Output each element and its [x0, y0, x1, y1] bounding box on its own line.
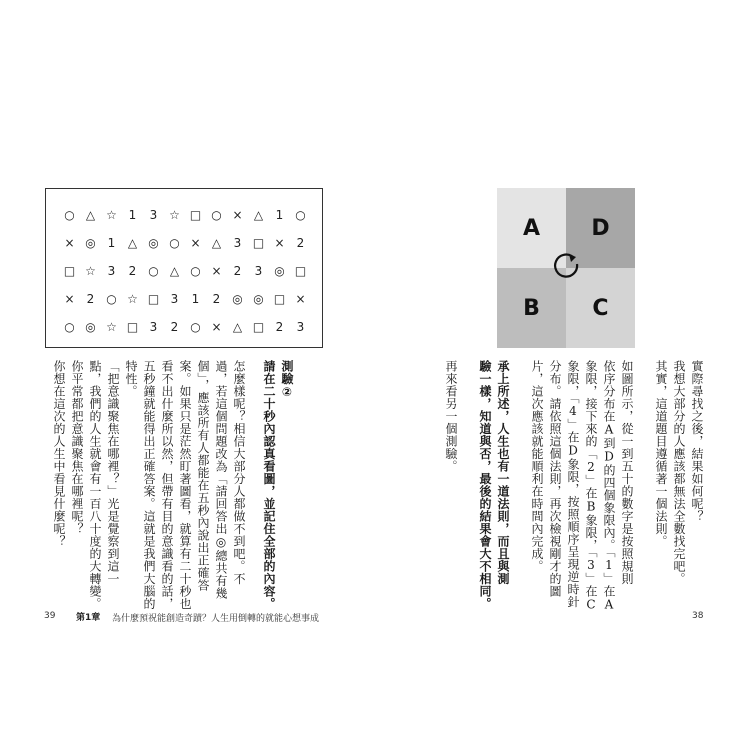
right-page-number: 38 [692, 611, 704, 621]
grid-symbol: 3 [170, 292, 179, 306]
text-column: 案。如果只是茫然盯著圖看，就算有二十秒也 [178, 360, 192, 610]
quadrant-a-label: A [522, 215, 541, 241]
grid-symbol: ○ [64, 208, 75, 222]
grid-row [60, 261, 310, 281]
grid-symbol: 3 [149, 208, 158, 222]
grid-symbol: ◎ [232, 292, 243, 306]
text-column: 看不出什麼所以然，但帶有目的意識看的話， [160, 360, 174, 610]
text-column: 你想在這次的人生中看見什麼呢？ [52, 360, 66, 548]
grid-row [60, 233, 310, 253]
chapter-title: 為什麼預祝能創造奇蹟？人生用倒轉的就能心想事成 [112, 614, 320, 624]
quadrant-b-label: B [523, 295, 540, 321]
grid-symbol: ◎ [253, 292, 264, 306]
grid-symbol: ☆ [85, 264, 96, 278]
grid-symbol: ○ [64, 320, 75, 334]
text-column: 「把意識聚焦在哪裡？」光是覺察到這一 [106, 360, 120, 585]
grid-symbol: 1 [191, 292, 200, 306]
quadrant-d-label: D [591, 215, 610, 241]
grid-symbol: □ [252, 320, 265, 334]
grid-symbol: ○ [169, 236, 180, 250]
left-page-number: 39 [44, 611, 56, 621]
text-column: 特性。 [124, 360, 138, 398]
grid-symbol: ◎ [85, 320, 96, 334]
quadrant-c-label: C [592, 295, 609, 321]
grid-row [60, 317, 310, 337]
grid-symbol: ○ [211, 208, 222, 222]
grid-symbol: 2 [128, 264, 137, 278]
grid-symbol: □ [63, 264, 76, 278]
text-column: 片，這次應該就能順利在時間內完成。 [530, 360, 544, 573]
grid-symbol: ☆ [169, 208, 180, 222]
grid-symbol: □ [252, 236, 265, 250]
text-column: 我想大部分的人應該都無法全數找完吧。 [672, 360, 686, 585]
grid-symbol: ○ [148, 264, 159, 278]
text-column: 點，我們的人生就會有一百八十度的大轉變。 [88, 360, 102, 610]
grid-symbol: 2 [296, 236, 305, 250]
grid-symbol: □ [189, 208, 202, 222]
grid-symbol: △ [232, 320, 243, 334]
grid-symbol: ○ [190, 320, 201, 334]
text-column: 五秒鐘就能得出正確答案。這就是我們大腦的 [142, 360, 156, 610]
grid-symbol: 1 [128, 208, 137, 222]
grid-symbol: × [211, 320, 222, 334]
grid-symbol: △ [253, 208, 264, 222]
grid-symbol: 3 [233, 236, 242, 250]
grid-symbol: 2 [275, 320, 284, 334]
grid-symbol: □ [147, 292, 160, 306]
grid-symbol: 3 [107, 264, 116, 278]
section-heading: 測驗② [280, 360, 294, 400]
text-column: 再來看另一個測驗。 [444, 360, 458, 473]
text-column: 你平常都把意識聚焦在哪裡呢？ [70, 360, 84, 535]
grid-symbol: ○ [190, 264, 201, 278]
text-column: 如圖所示，從一到五十的數字是按照規則 [620, 360, 634, 585]
chapter-label: 第1章 [76, 613, 101, 623]
quadrant-diagram [497, 188, 635, 348]
grid-symbol: 3 [149, 320, 158, 334]
text-column: 象限，接下來的「2」在B象限，「3」在C [584, 360, 598, 612]
grid-symbol: 2 [212, 292, 221, 306]
grid-symbol: × [295, 292, 306, 306]
text-column: 個」，應該所有人都能在五秒內說出正確答 [196, 360, 210, 592]
grid-symbol: △ [169, 264, 180, 278]
grid-symbol: □ [273, 292, 286, 306]
grid-symbol: △ [85, 208, 96, 222]
text-column: 象限，「4」在D象限，按照順序呈現逆時針 [566, 360, 580, 608]
grid-symbol: □ [126, 320, 139, 334]
grid-symbol: 2 [170, 320, 179, 334]
grid-symbol: × [232, 208, 243, 222]
grid-symbol: ☆ [106, 320, 117, 334]
grid-symbol: × [211, 264, 222, 278]
text-column: 承上所述，人生也有一道法則，而且與測 [496, 360, 510, 585]
text-column: 依序分布在A到D的四個象限內。「1」在A [602, 360, 616, 612]
text-column: 請在二十秒內認真看圖，並記住全部的內容。 [262, 360, 276, 610]
text-column: 驗一樣，知道與否，最後的結果會大不相同。 [478, 360, 492, 610]
grid-symbol: ☆ [106, 208, 117, 222]
text-column: 怎麼樣呢？相信大部分人都做不到吧。不 [232, 360, 246, 585]
symbol-grid-figure [45, 188, 323, 348]
grid-symbol: × [64, 236, 75, 250]
grid-symbol: □ [294, 264, 307, 278]
text-column: 分布。請依照這個法則，再次檢視剛才的圖 [548, 360, 562, 598]
grid-symbol: × [190, 236, 201, 250]
grid-symbol: 3 [296, 320, 305, 334]
grid-symbol: ◎ [148, 236, 159, 250]
grid-symbol: 1 [275, 208, 284, 222]
grid-row [60, 289, 310, 309]
grid-symbol: × [64, 292, 75, 306]
grid-symbol: ◎ [274, 264, 285, 278]
grid-symbol: 1 [107, 236, 116, 250]
grid-symbol: 3 [254, 264, 263, 278]
text-column: 實際尋找之後，結果如何呢？ [690, 360, 704, 523]
grid-symbol: × [274, 236, 285, 250]
grid-symbol: 2 [233, 264, 242, 278]
grid-symbol: ☆ [127, 292, 138, 306]
grid-symbol: ○ [295, 208, 306, 222]
counterclockwise-cycle-icon [552, 252, 582, 282]
grid-symbol: ○ [106, 292, 117, 306]
grid-row [60, 205, 310, 225]
text-column: 過，若這個問題改為「請回答出◎總共有幾 [214, 360, 228, 600]
grid-symbol: ◎ [85, 236, 96, 250]
grid-symbol: 2 [86, 292, 95, 306]
grid-symbol: △ [127, 236, 138, 250]
grid-symbol: △ [211, 236, 222, 250]
text-column: 其實，這道題目遵循著一個法則。 [654, 360, 668, 548]
